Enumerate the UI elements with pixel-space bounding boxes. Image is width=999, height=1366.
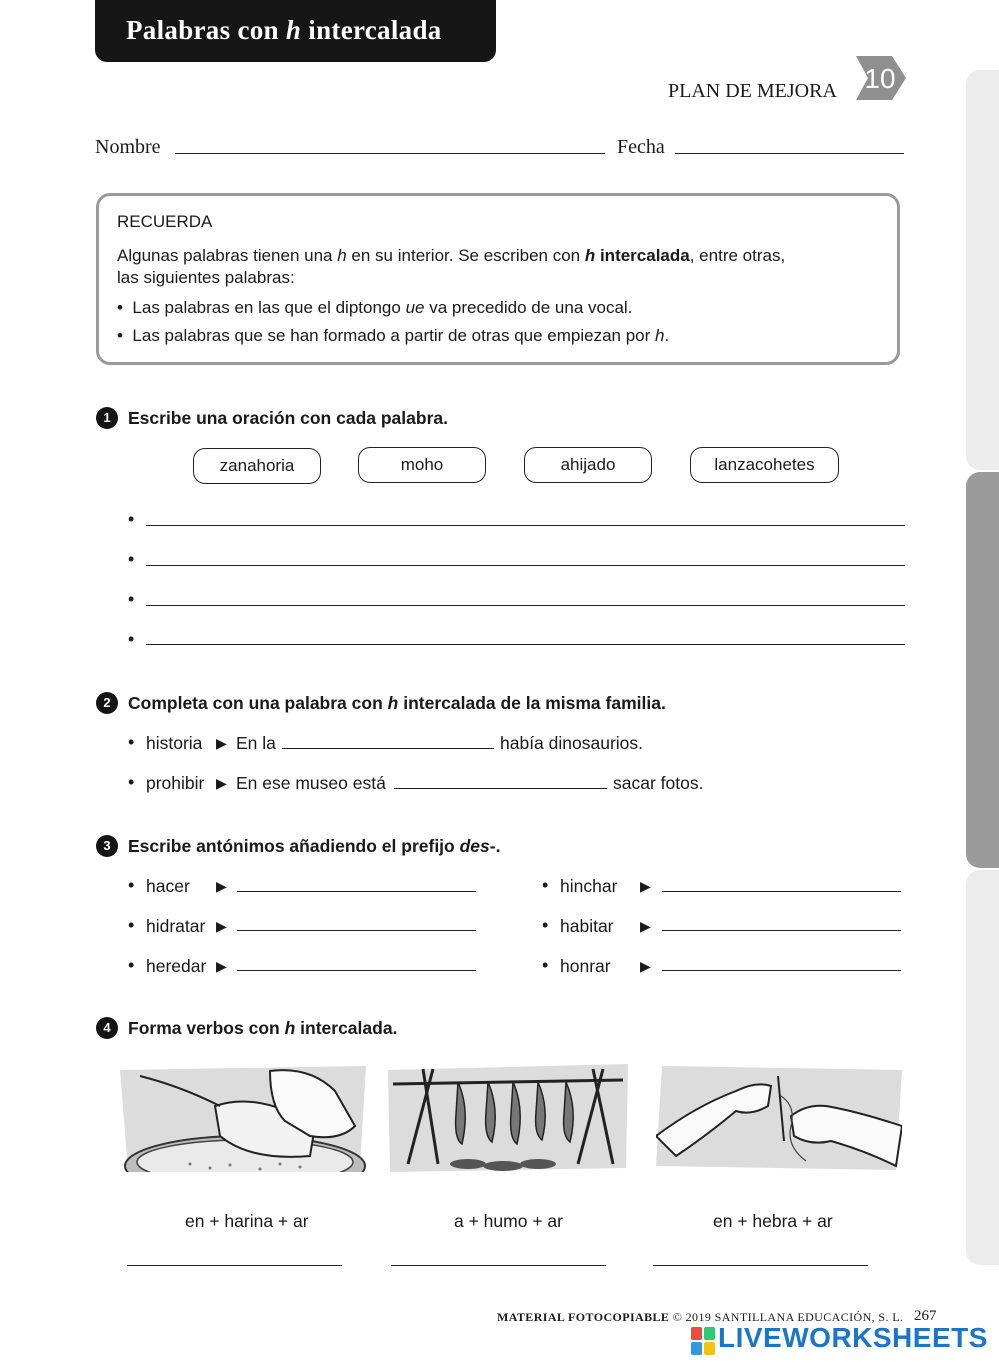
ex2-word-1: historia	[146, 733, 203, 753]
date-field[interactable]	[675, 153, 904, 154]
bullet-icon: •	[542, 875, 549, 895]
recuerda-bullet-1: • Las palabras en las que el diptongo ue va precedido de una vocal.	[117, 298, 633, 317]
bullet-icon: •	[128, 549, 135, 569]
ex3-word-honrar: honrar	[560, 956, 611, 976]
exercise-1-title: Escribe una oración con cada palabra.	[128, 408, 448, 428]
bullet-icon: •	[128, 509, 135, 529]
formula-3: en + hebra + ar	[713, 1211, 833, 1231]
ex3-answer-heredar[interactable]	[237, 970, 476, 971]
name-label: Nombre	[95, 136, 161, 158]
illustration-threading	[656, 1066, 902, 1172]
ex2-word-2: prohibir	[146, 773, 205, 793]
exercise-4-number: 4	[96, 1017, 118, 1039]
arrow-right-icon: ▶	[216, 775, 227, 791]
recuerda-paragraph: Algunas palabras tienen una h en su interior. Se escriben con h intercalada, entre otras, las siguientes palabras:	[117, 246, 786, 287]
bullet-icon: •	[128, 875, 135, 895]
exercise-1-number: 1	[96, 407, 118, 429]
ex3-word-heredar: heredar	[146, 956, 207, 976]
bullet-icon: •	[128, 629, 135, 649]
formula-2: a + humo + ar	[454, 1211, 563, 1231]
exercise-2-title: Completa con una palabra con h intercalada de la misma familia.	[128, 693, 666, 713]
arrow-right-icon: ▶	[640, 878, 651, 894]
date-label: Fecha	[617, 136, 665, 158]
bullet-icon: •	[117, 298, 123, 317]
unit-badge-icon	[856, 56, 906, 100]
side-tab-middle	[966, 472, 999, 868]
ex3-word-hidratar: hidratar	[146, 916, 206, 936]
ex2-after-2: sacar fotos.	[613, 773, 704, 793]
sentence-line-4[interactable]	[146, 644, 905, 645]
side-tab-top	[966, 70, 999, 470]
ex3-word-hinchar: hinchar	[560, 876, 618, 896]
bullet-icon: •	[542, 915, 549, 935]
ex3-answer-hinchar[interactable]	[662, 891, 901, 892]
bullet-icon: •	[542, 955, 549, 975]
ex4-answer-1[interactable]	[127, 1265, 342, 1266]
liveworksheets-logo-icon	[690, 1325, 716, 1357]
side-tab-bottom	[966, 870, 999, 1265]
recuerda-bullet-2: • Las palabras que se han formado a partir de otras que empiezan por h.	[117, 326, 670, 345]
sentence-line-1[interactable]	[146, 525, 905, 526]
plan-label: PLAN DE MEJORA	[668, 80, 837, 102]
ex2-after-1: había dinosaurios.	[500, 733, 644, 753]
arrow-right-icon: ▶	[640, 958, 651, 974]
ex4-answer-2[interactable]	[391, 1265, 606, 1266]
word-pill-lanzacohetes: lanzacohetes	[690, 447, 839, 483]
page-number: 267	[914, 1308, 937, 1324]
liveworksheets-wordmark[interactable]: LIVEWORKSHEETS	[718, 1322, 988, 1353]
footer-copyright: MATERIAL FOTOCOPIABLE © 2019 SANTILLANA EDUCACIÓN, S. L.	[497, 1310, 904, 1324]
arrow-right-icon: ▶	[640, 918, 651, 934]
arrow-right-icon: ▶	[216, 878, 227, 894]
bullet-icon: •	[117, 326, 123, 345]
bullet-icon: •	[128, 589, 135, 609]
ex4-answer-3[interactable]	[653, 1265, 868, 1266]
bullet-icon: •	[128, 915, 135, 935]
ex2-before-1: En la	[236, 733, 276, 753]
ex3-answer-hacer[interactable]	[237, 891, 476, 892]
page-title: Palabras con h intercalada	[126, 15, 442, 45]
ex3-word-habitar: habitar	[560, 916, 614, 936]
bullet-icon: •	[128, 772, 135, 792]
illustration-smoking	[388, 1064, 628, 1174]
word-pill-moho: moho	[358, 447, 486, 483]
bullet-icon: •	[128, 955, 135, 975]
ex2-answer-2[interactable]	[394, 788, 607, 789]
sentence-line-2[interactable]	[146, 565, 905, 566]
ex3-answer-honrar[interactable]	[662, 970, 901, 971]
arrow-right-icon: ▶	[216, 918, 227, 934]
unit-number: 10	[864, 63, 896, 94]
ex3-answer-hidratar[interactable]	[237, 930, 476, 931]
ex3-answer-habitar[interactable]	[662, 930, 901, 931]
bullet-icon: •	[128, 732, 135, 752]
ex2-before-2: En ese museo está	[236, 773, 386, 793]
recuerda-title: RECUERDA	[117, 212, 213, 231]
exercise-4-title: Forma verbos con h intercalada.	[128, 1018, 398, 1038]
ex3-word-hacer: hacer	[146, 876, 190, 896]
exercise-2-number: 2	[96, 692, 118, 714]
formula-1: en + harina + ar	[185, 1211, 309, 1231]
illustration-flouring	[120, 1066, 366, 1172]
exercise-3-title: Escribe antónimos añadiendo el prefijo des-.	[128, 836, 501, 856]
arrow-right-icon: ▶	[216, 958, 227, 974]
exercise-3-number: 3	[96, 835, 118, 857]
sentence-line-3[interactable]	[146, 605, 905, 606]
word-pill-ahijado: ahijado	[524, 447, 652, 483]
ex2-answer-1[interactable]	[282, 748, 494, 749]
name-field[interactable]	[175, 153, 605, 154]
word-pill-zanahoria: zanahoria	[193, 448, 321, 484]
arrow-right-icon: ▶	[216, 735, 227, 751]
